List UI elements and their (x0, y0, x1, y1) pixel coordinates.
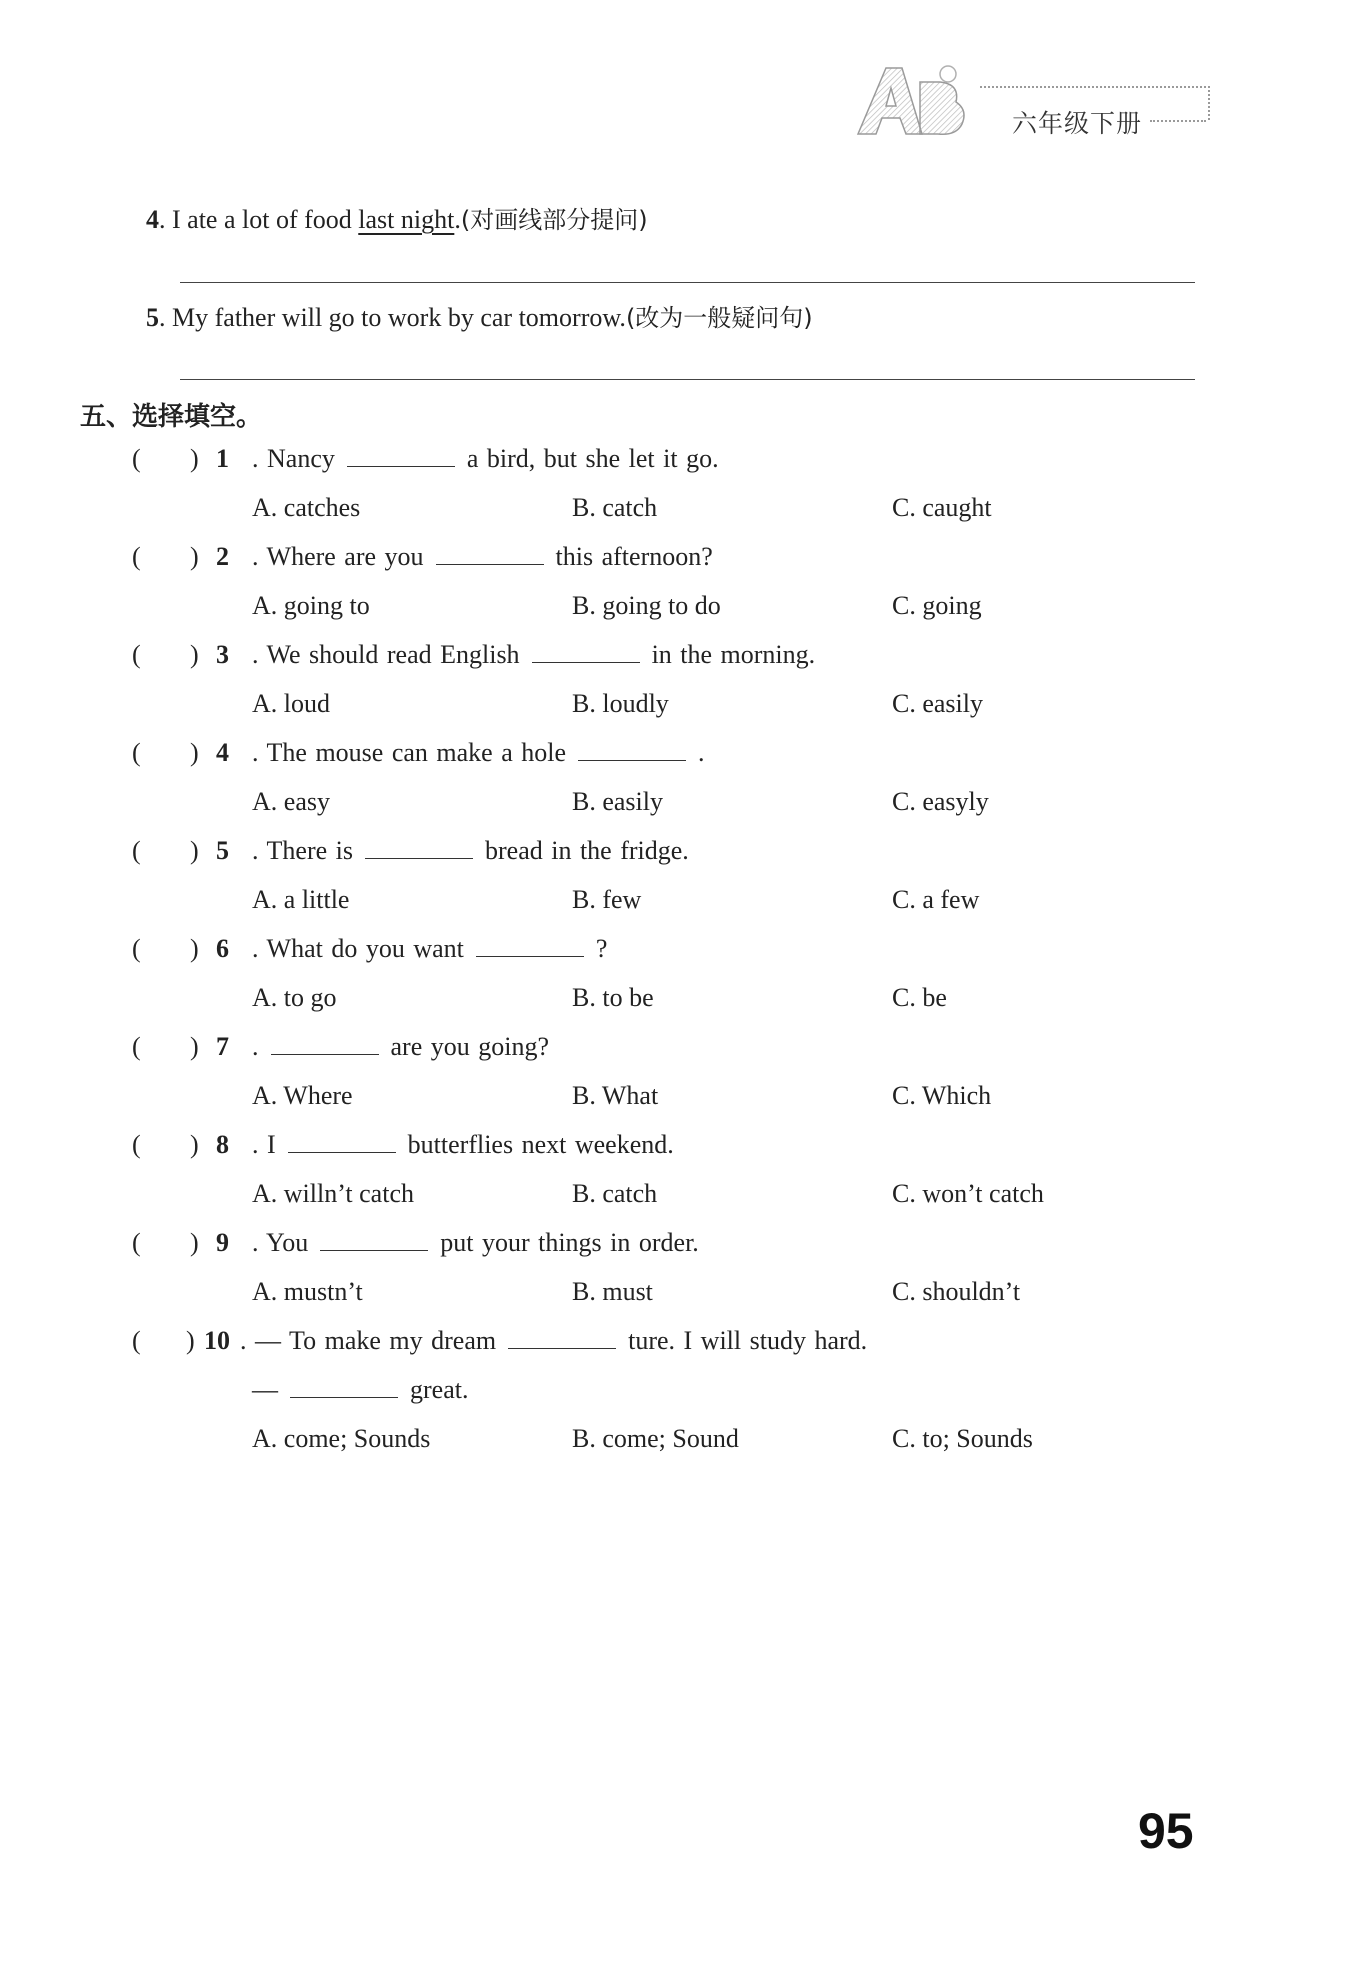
question-text (240, 1326, 867, 1356)
option-b[interactable]: B. catch (572, 493, 658, 522)
option-a[interactable]: A. loud (252, 689, 330, 718)
answer-paren-open[interactable]: ( (132, 542, 141, 571)
reply-text (252, 1375, 468, 1405)
instruction: (改为一般疑问句) (625, 304, 813, 332)
section-title: 五、选择填空。 (80, 402, 263, 432)
answer-blank[interactable] (532, 640, 640, 663)
question-text (252, 934, 607, 964)
answer-paren-close: ) (190, 444, 199, 473)
question-text-end: ? (595, 934, 608, 963)
question-text-end: bread in the fridge. (485, 836, 689, 865)
question-text-start: . We should read English (252, 640, 520, 669)
question-text-start: . (252, 1032, 259, 1061)
question-7 (0, 1032, 1350, 1081)
options-4 (0, 787, 1350, 836)
answer-paren-close: ) (190, 542, 199, 571)
option-a[interactable]: A. Where (252, 1081, 353, 1110)
options-1 (0, 493, 1350, 542)
question-text (252, 836, 689, 866)
rewrite-item-5 (146, 298, 813, 333)
question-text (252, 1130, 674, 1160)
answer-blank[interactable] (271, 1032, 379, 1055)
answer-paren-open[interactable]: ( (132, 444, 141, 473)
option-a[interactable]: A. going to (252, 591, 370, 620)
answer-blank[interactable] (288, 1130, 396, 1153)
page-number: 95 (1138, 1803, 1194, 1859)
question-text-start: . Nancy (252, 444, 335, 473)
question-2 (0, 542, 1350, 591)
option-b[interactable]: B. to be (572, 983, 654, 1012)
question-number: 9 (216, 1228, 229, 1257)
option-b[interactable]: B. few (572, 885, 642, 914)
answer-line-4[interactable] (180, 282, 1195, 283)
option-a[interactable]: A. catches (252, 493, 361, 522)
option-c[interactable]: C. easily (892, 689, 983, 718)
sentence-end: . (454, 205, 461, 234)
option-b[interactable]: B. come; Sound (572, 1424, 739, 1453)
options-6 (0, 983, 1350, 1032)
question-text-end: a bird, but she let it go. (466, 444, 719, 473)
item-number: 4 (146, 205, 159, 234)
option-a[interactable]: A. to go (252, 983, 337, 1012)
options-7 (0, 1081, 1350, 1130)
option-b[interactable]: B. going to do (572, 591, 721, 620)
answer-paren-open[interactable]: ( (132, 1130, 141, 1159)
options-3 (0, 689, 1350, 738)
option-c[interactable]: C. to; Sounds (892, 1424, 1033, 1453)
header-dotted-tail (1150, 120, 1206, 122)
question-6 (0, 934, 1350, 983)
options-10 (0, 1424, 1350, 1473)
answer-paren-close: ) (190, 738, 199, 767)
question-text-end: butterflies next weekend. (407, 1130, 674, 1159)
option-b[interactable]: B. catch (572, 1179, 658, 1208)
sentence-text: . My father will go to work by car tomorrow. (159, 303, 626, 332)
question-number: 10 (204, 1326, 230, 1355)
question-text-start: . I (252, 1130, 276, 1159)
question-9 (0, 1228, 1350, 1277)
question-number: 2 (216, 542, 229, 571)
question-8 (0, 1130, 1350, 1179)
option-c[interactable]: C. easyly (892, 787, 989, 816)
answer-blank[interactable] (290, 1375, 398, 1398)
answer-blank[interactable] (347, 444, 455, 467)
answer-paren-close: ) (190, 640, 199, 669)
option-c[interactable]: C. caught (892, 493, 992, 522)
answer-blank[interactable] (508, 1326, 616, 1349)
option-a[interactable]: A. come; Sounds (252, 1424, 431, 1453)
question-text-end: in the morning. (651, 640, 816, 669)
option-b[interactable]: B. easily (572, 787, 663, 816)
option-a[interactable]: A. mustn’t (252, 1277, 363, 1306)
rewrite-item-4 (146, 200, 648, 235)
answer-paren-open[interactable]: ( (132, 1228, 141, 1257)
answer-paren-open[interactable]: ( (132, 836, 141, 865)
underlined-phrase: last night (358, 205, 455, 234)
option-c[interactable]: C. shouldn’t (892, 1277, 1021, 1306)
question-text (252, 444, 719, 474)
question-number: 7 (216, 1032, 229, 1061)
question-10-reply (0, 1375, 1350, 1424)
question-text-start: . You (252, 1228, 309, 1257)
question-text (252, 1228, 699, 1258)
header-dotted-rule (980, 86, 1210, 88)
question-text-start: . There is (252, 836, 353, 865)
question-number: 5 (216, 836, 229, 865)
question-text-end: put your things in order. (440, 1228, 699, 1257)
option-c[interactable]: C. a few (892, 885, 980, 914)
reply-dash: — (252, 1375, 278, 1404)
question-text-start: . What do you want (252, 934, 464, 963)
question-10 (0, 1326, 1350, 1375)
option-c[interactable]: C. going (892, 591, 982, 620)
grade-label: 六年级下册 (1012, 109, 1143, 138)
question-text (252, 1032, 549, 1062)
answer-line-5[interactable] (180, 379, 1195, 380)
answer-blank[interactable] (476, 934, 584, 957)
answer-paren-close: ) (186, 1326, 195, 1355)
options-9 (0, 1277, 1350, 1326)
answer-blank[interactable] (365, 836, 473, 859)
question-number: 4 (216, 738, 229, 767)
question-text-end: . (698, 738, 705, 767)
options-8 (0, 1179, 1350, 1228)
question-text (252, 542, 713, 572)
question-3 (0, 640, 1350, 689)
answer-paren-close: ) (190, 934, 199, 963)
question-number: 1 (216, 444, 229, 473)
answer-paren-open[interactable]: ( (132, 1032, 141, 1061)
question-text-start: . — To make my dream (240, 1326, 497, 1355)
question-text-end: this afternoon? (555, 542, 713, 571)
question-number: 6 (216, 934, 229, 963)
option-a[interactable]: A. willn’t catch (252, 1179, 414, 1208)
question-5 (0, 836, 1350, 885)
question-number: 8 (216, 1130, 229, 1159)
option-c[interactable]: C. won’t catch (892, 1179, 1044, 1208)
option-c[interactable]: C. Which (892, 1081, 992, 1110)
answer-paren-close: ) (190, 1130, 199, 1159)
answer-paren-open[interactable]: ( (132, 1326, 141, 1355)
answer-blank[interactable] (436, 542, 544, 565)
reply-text-end: great. (410, 1375, 469, 1404)
answer-blank[interactable] (578, 738, 686, 761)
answer-paren-open[interactable]: ( (132, 640, 141, 669)
option-c[interactable]: C. be (892, 983, 947, 1012)
question-4 (0, 738, 1350, 787)
ab-logo-icon (852, 62, 972, 140)
option-a[interactable]: A. easy (252, 787, 330, 816)
answer-paren-close: ) (190, 836, 199, 865)
option-a[interactable]: A. a little (252, 885, 350, 914)
question-text-end: are you going? (390, 1032, 550, 1061)
option-b[interactable]: B. loudly (572, 689, 669, 718)
options-2 (0, 591, 1350, 640)
answer-paren-close: ) (190, 1228, 199, 1257)
question-1 (0, 444, 1350, 493)
question-text (252, 738, 705, 768)
question-text-start: . The mouse can make a hole (252, 738, 567, 767)
option-b[interactable]: B. What (572, 1081, 659, 1110)
sentence-start: . I ate a lot of food (159, 205, 359, 234)
question-text (252, 640, 815, 670)
answer-paren-close: ) (190, 1032, 199, 1061)
answer-paren-open[interactable]: ( (132, 934, 141, 963)
item-number: 5 (146, 303, 159, 332)
header-dotted-edge (1208, 86, 1210, 120)
answer-blank[interactable] (320, 1228, 428, 1251)
option-b[interactable]: B. must (572, 1277, 653, 1306)
options-5 (0, 885, 1350, 934)
question-text-start: . Where are you (252, 542, 424, 571)
question-number: 3 (216, 640, 229, 669)
question-text-end: ture. I will study hard. (628, 1326, 868, 1355)
answer-paren-open[interactable]: ( (132, 738, 141, 767)
instruction: (对画线部分提问) (460, 206, 648, 234)
